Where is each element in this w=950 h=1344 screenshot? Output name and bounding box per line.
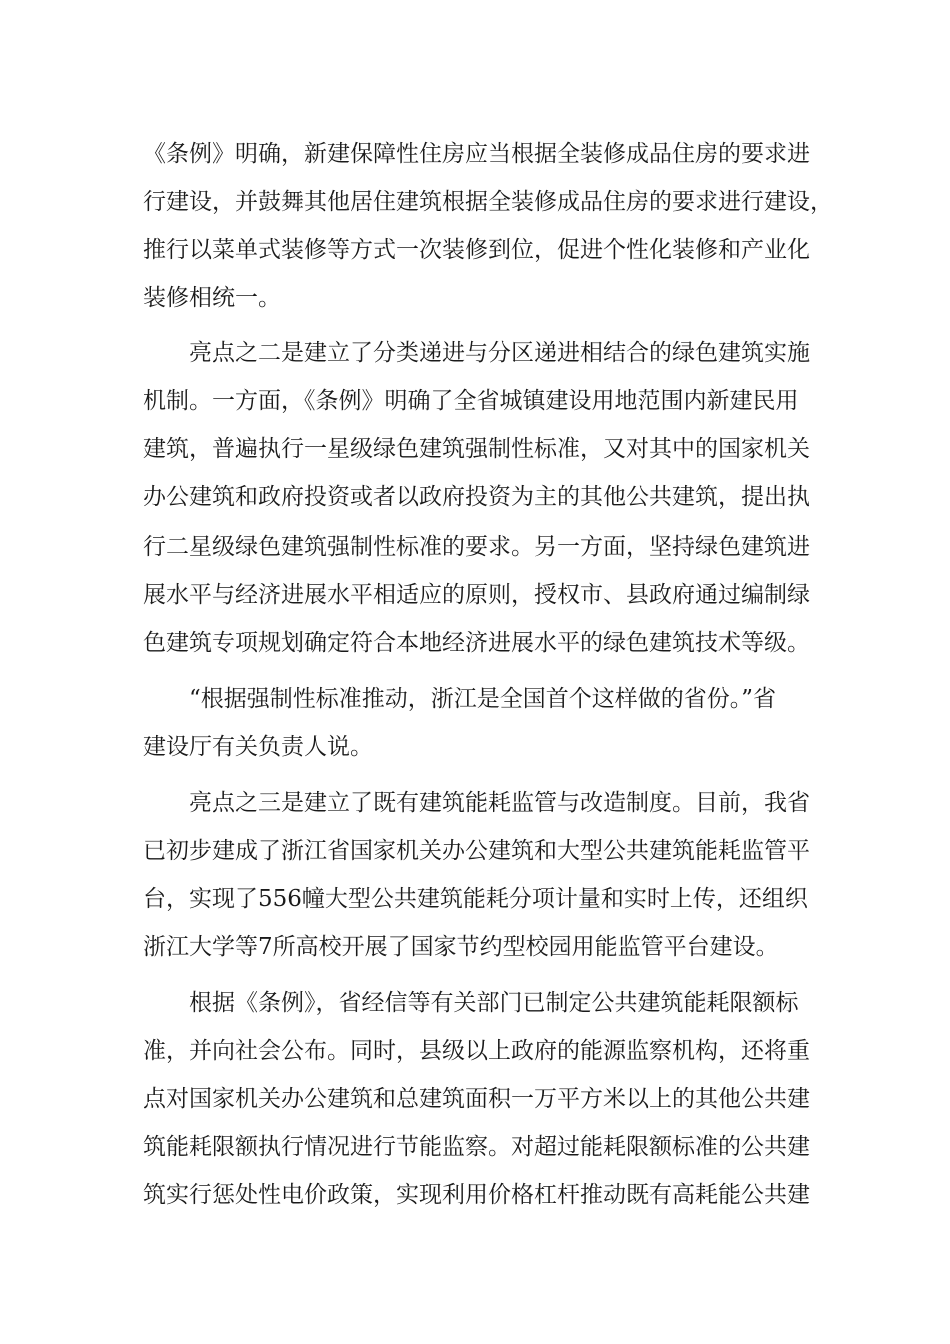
paragraph-first-line: “根据强制性标准推动，浙江是全国首个这样做的省份。”省 (189, 686, 777, 712)
text-line: 浙江大学等7所高校开展了国家节约型校园用能监管平台建设。 (143, 934, 779, 960)
text-line: 点对国家机关办公建筑和总建筑面积一万平方米以上的其他公共建 (143, 1086, 810, 1112)
text-line: 《条例》明确，新建保障性住房应当根据全装修成品住房的要求进 (143, 141, 810, 167)
paragraph-first-line: 亮点之二是建立了分类递进与分区递进相结合的绿色建筑实施 (189, 340, 810, 366)
text-line: 行二星级绿色建筑强制性标准的要求。另一方面，坚持绿色建筑进 (143, 534, 810, 560)
text-line: 建设厅有关负责人说。 (143, 734, 373, 760)
text-line: 台，实现了556幢大型公共建筑能耗分项计量和实时上传，还组织 (143, 886, 808, 912)
text-line: 机制。一方面，《条例》明确了全省城镇建设用地范围内新建民用 (143, 388, 799, 414)
text-line: 筑实行惩处性电价政策，实现利用价格杠杆推动既有高耗能公共建 (143, 1182, 810, 1208)
text-line: 已初步建成了浙江省国家机关办公建筑和大型公共建筑能耗监管平 (143, 838, 810, 864)
text-line: 行建设，并鼓舞其他居住建筑根据全装修成品住房的要求进行建设， (143, 189, 833, 215)
text-line: 装修相统一。 (143, 285, 281, 311)
text-line: 建筑，普遍执行一星级绿色建筑强制性标准，又对其中的国家机关 (143, 436, 810, 462)
paragraph-first-line: 亮点之三是建立了既有建筑能耗监管与改造制度。目前，我省 (189, 790, 810, 816)
text-line: 展水平与经济进展水平相适应的原则，授权市、县政府通过编制绿 (143, 582, 810, 608)
text-line: 筑能耗限额执行情况进行节能监察。对超过能耗限额标准的公共建 (143, 1134, 810, 1160)
text-line: 准，并向社会公布。同时，县级以上政府的能源监察机构，还将重 (143, 1038, 810, 1064)
paragraph-first-line: 根据《条例》，省经信等有关部门已制定公共建筑能耗限额标 (189, 990, 799, 1016)
text-line: 推行以菜单式装修等方式一次装修到位，促进个性化装修和产业化 (143, 237, 810, 263)
text-line: 色建筑专项规划确定符合本地经济进展水平的绿色建筑技术等级。 (143, 630, 810, 656)
text-line: 办公建筑和政府投资或者以政府投资为主的其他公共建筑，提出执 (143, 484, 810, 510)
